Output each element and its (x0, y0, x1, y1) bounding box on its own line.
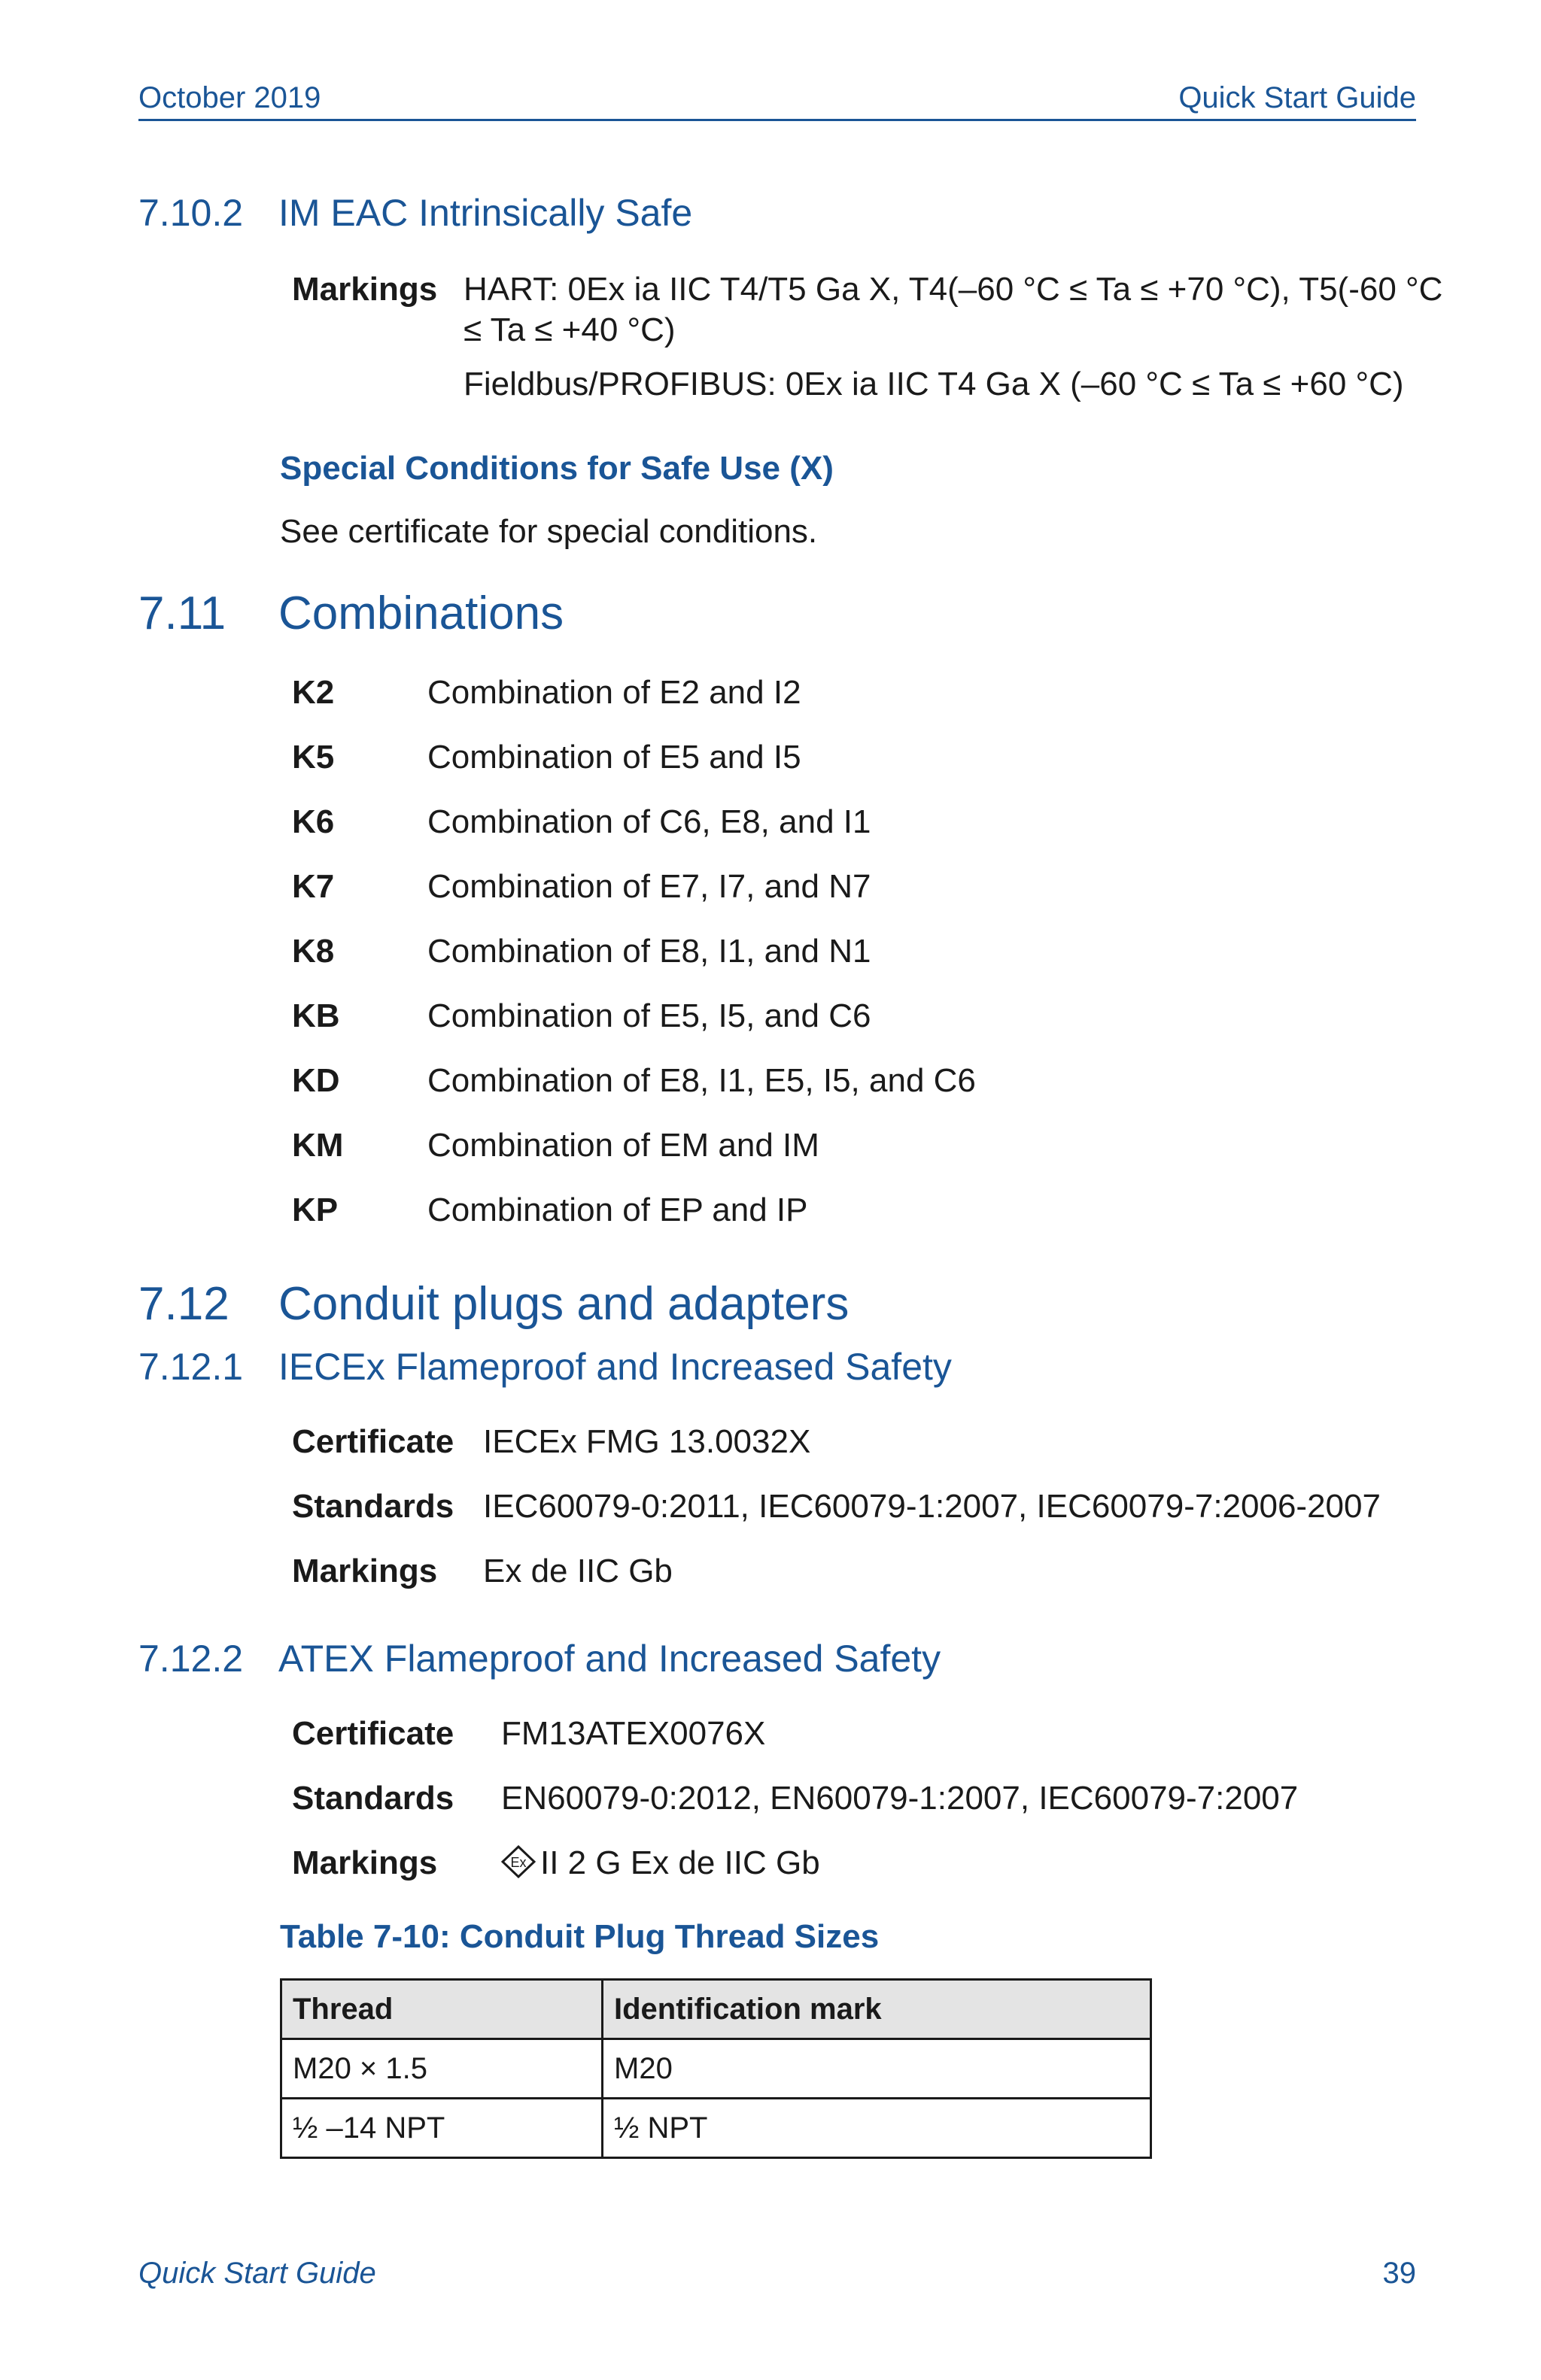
combination-text: Combination of E7, I7, and N7 (427, 868, 871, 905)
combination-code: KP (292, 1192, 339, 1228)
table-row (281, 2039, 1151, 2099)
table-cell-mark: ½ NPT (603, 2099, 1151, 2158)
header-date: October 2019 (138, 81, 321, 114)
combination-code: K8 (292, 933, 335, 970)
certificate-value: FM13ATEX0076X (501, 1715, 766, 1752)
page-number: 39 (1382, 2257, 1416, 2290)
combination-text: Combination of E8, I1, and N1 (427, 933, 871, 970)
combination-code: K7 (292, 868, 335, 905)
markings-value: Ex de IIC Gb (483, 1553, 673, 1589)
section-7-12-number: 7.12 (138, 1278, 229, 1330)
combination-code: K6 (292, 803, 335, 840)
standards-value: EN60079-0:2012, EN60079-1:2007, IEC60079-7:2007 (501, 1780, 1299, 1817)
standards-label: Standards (292, 1780, 454, 1817)
table-cell-thread: ½ –14 NPT (281, 2099, 603, 2158)
combination-text: Combination of EP and IP (427, 1192, 808, 1228)
combination-text: Combination of EM and IM (427, 1127, 819, 1164)
ex-explosion-protection-icon (501, 1845, 536, 1878)
standards-value: IEC60079-0:2011, IEC60079-1:2007, IEC60079-7:2006-2007 (483, 1488, 1381, 1525)
markings-value-row (501, 1844, 820, 1882)
svg-text:Ex: Ex (510, 1855, 527, 1870)
combination-code: KD (292, 1062, 340, 1099)
section-7-12-2-title: ATEX Flameproof and Increased Safety (278, 1638, 941, 1680)
thread-sizes-table (280, 1978, 1152, 2159)
certificate-value: IECEx FMG 13.0032X (483, 1423, 811, 1460)
section-7-11-title: Combinations (278, 587, 564, 639)
table-caption: Table 7-10: Conduit Plug Thread Sizes (280, 1918, 880, 1955)
section-7-10-2-number: 7.10.2 (138, 192, 244, 234)
footer-guide-title: Quick Start Guide (138, 2257, 376, 2290)
header-rule (138, 119, 1416, 121)
section-7-12-title: Conduit plugs and adapters (278, 1278, 850, 1330)
combination-text: Combination of E2 and I2 (427, 674, 801, 711)
combination-code: KM (292, 1127, 344, 1164)
special-conditions-title: Special Conditions for Safe Use (X) (280, 450, 834, 487)
section-7-11-number: 7.11 (138, 587, 226, 639)
section-7-12-2-number: 7.12.2 (138, 1638, 244, 1680)
markings-label: Markings (292, 1844, 438, 1881)
table-row (281, 2099, 1151, 2158)
combination-code: KB (292, 997, 340, 1034)
section-7-12-1-number: 7.12.1 (138, 1346, 244, 1388)
combination-code: K5 (292, 739, 335, 776)
table-cell-mark: M20 (603, 2039, 1151, 2099)
markings-label: Markings (292, 1553, 438, 1589)
combination-text: Combination of E5 and I5 (427, 739, 801, 776)
table-header-row (281, 1980, 1151, 2039)
table-header-identification: Identification mark (603, 1980, 1151, 2039)
header-guide-title: Quick Start Guide (1178, 81, 1416, 114)
markings-hart-line: HART: 0Ex ia IIC T4/T5 Ga X, T4(–60 °C ≤ Ta ≤ +70 °C), T5(-60 °C (464, 271, 1443, 308)
section-7-10-2-title: IM EAC Intrinsically Safe (278, 192, 693, 234)
special-conditions-text: See certificate for special conditions. (280, 513, 818, 550)
section-7-12-1-title: IECEx Flameproof and Increased Safety (278, 1346, 952, 1388)
combination-text: Combination of E8, I1, E5, I5, and C6 (427, 1062, 976, 1099)
table-cell-thread: M20 × 1.5 (281, 2039, 603, 2099)
combination-text: Combination of E5, I5, and C6 (427, 997, 871, 1034)
markings-hart-line-cont: ≤ Ta ≤ +40 °C) (464, 311, 676, 348)
table-header-thread: Thread (281, 1980, 603, 2039)
standards-label: Standards (292, 1488, 454, 1525)
combination-code: K2 (292, 674, 335, 711)
markings-value: II 2 G Ex de IIC Gb (540, 1844, 820, 1881)
combination-text: Combination of C6, E8, and I1 (427, 803, 871, 840)
markings-label: Markings (292, 271, 438, 308)
certificate-label: Certificate (292, 1423, 454, 1460)
markings-fieldbus-line: Fieldbus/PROFIBUS: 0Ex ia IIC T4 Ga X (–60 °C ≤ Ta ≤ +60 °C) (464, 366, 1404, 402)
certificate-label: Certificate (292, 1715, 454, 1752)
